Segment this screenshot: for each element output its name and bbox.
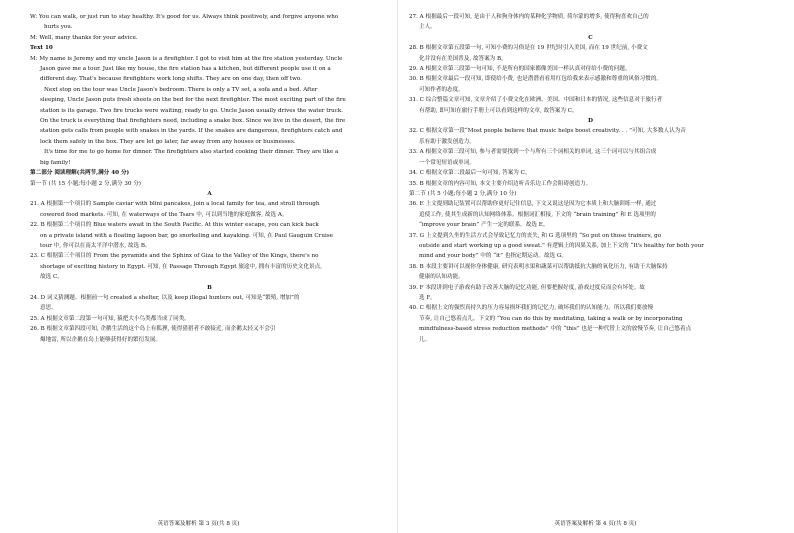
text-line: station is its garage. Two fire trucks were waiting, ready to go. Uncle Jason usually drives the water truck.	[40, 107, 344, 114]
text-line: Next stop on the tour was Uncle Jason's bedroom. There is only a TV set, a sofa and a bed. After	[44, 86, 318, 93]
text-line: 38. B 本段主要讲可以视你身体健康, 研究表明水果和蔬菜可以帮助抵抗大脑的氧化压力, 有助于大脑保持	[409, 263, 668, 270]
text-line: hurts you.	[44, 24, 73, 31]
text-line: 第二节 (共 5 小题;每小题 2 分,满分 10 分)	[409, 190, 517, 197]
text-line: 儿。	[419, 336, 431, 343]
text-line: 21. A 根据第一个项目的 Sample caviar with blini pancakes, join a local family for tea, and stroll through	[30, 201, 320, 208]
text-line: 34. C 根据文章第二段最后一句可知, 答案为 C。	[409, 170, 531, 177]
text-line: lock them safely in the box. They are let go later, far away from any houses or businesses.	[40, 138, 296, 145]
right-page-footer: 英语答案及解析 第 4 页(共 8 页)	[554, 521, 637, 527]
text-line: Text 10	[30, 45, 53, 52]
text-line: 33. A 根据文章第三段可知, 参与者需要找到一个与所有三个词相关的单词, 这三个词可以与其组合成	[409, 149, 657, 156]
text-line: D	[588, 118, 593, 125]
text-line: 29. A 根据文章第三段第一句可知, 不是所有的国家都像美国一样认真对待给小费的问题。	[409, 66, 631, 73]
text-line: 31. C 综合整篇文章可知, 文章介绍了小费文化在欧洲、美国、中国和日本的情况, 这些信息对于旅行者	[409, 97, 663, 104]
text-line: On the truck is everything that firefighters need, including a snake box. Since we live in the desert, the fire	[40, 118, 346, 125]
text-line: 追使工作, 使其生成新的认知网络体系。根据词汇相接, 下文的 “brain training” 和 E 选项里的	[419, 211, 656, 218]
text-line: 22. B 根据第二个项目的 Blue waters await in the South Pacific. At this winter escape, you can kick back	[30, 222, 319, 229]
text-line: station gets calls from people with snakes in the yards. If the snakes are dangerous, firefighters catch and	[40, 128, 343, 135]
text-line: 第一节 (共 15 小题;每小题 2 分,满分 30 分)	[30, 180, 141, 187]
text-line: mind and your body” 中的 “it” 也指定期运动。故选 G。	[419, 253, 567, 260]
text-line: 37. G 上文提到久坐的生活方式会导致记忆力的丧失, 和 G 选项里的 “So put on those trainers, go	[409, 232, 662, 239]
text-line: M: My name is Jeremy and my uncle Jason is a firefighter. I got to visit him at the fire station yesterday. Uncle	[30, 55, 343, 62]
text-line: 35. B 根据文章的内容可知, 本文主要介绍边听音乐边工作会阻碍创造力。	[409, 180, 592, 187]
text-line: mindfulness-based stress reduction methods” 中的 “this” 也是一种代替上文的放慢节奏, 让自己悠着点	[419, 326, 692, 333]
text-line: 乐有助于激发创造力。	[419, 138, 475, 145]
text-line: sleeping, Uncle Jason puts fresh sheets on the bed for the next firefighter. The most exciting part of the fire	[40, 97, 346, 104]
text-line: 健康的认知功能。	[419, 274, 464, 281]
text-line: outside and start working up a good sweat.” 有逻辑上的因果关系, 加上下文的 “It's healthy for both your	[419, 242, 704, 249]
text-line: M: Well, many thanks for your advice.	[30, 34, 138, 41]
text-line: 有帮助, 即可知在旅行手册上可以看到这样的文章, 故答案为 C。	[419, 107, 578, 114]
text-line: 一个常见短语或单词。	[419, 159, 475, 166]
text-line: shortage of exciting history in Egypt. 可知, 在 Passage Through Egypt 旅途中, 拥有丰富的历史文化景点,	[40, 263, 322, 270]
text-line: on a private island with a floating lagoon bar, go snorkeling and kayaking. 可知, 在 Paul Gauguin Cruise	[40, 232, 333, 239]
text-line: different day. That's because firefighters work long shifts. They are on one day, then off two.	[40, 76, 302, 83]
text-line: 36. E 上文提到助记装置可以帮助你更好记住信息, 下文又说这是因为它本质上和大脑训练一样, 通过	[409, 201, 657, 208]
text-line: Jason gave me a tour. Just like my house, the fire station has a kitchen, but different people use it on a	[40, 66, 331, 73]
text-line: 化并没有在美国普及, 故答案为 B。	[419, 55, 507, 62]
text-line: cowered food markets. 可知, 在 waterways of the Tsars 中, 可以到当地的家庭做客, 故选 A。	[40, 211, 288, 218]
text-line: 节奏, 让自己悠着点儿。下文的 “You can do this by meditating, taking a walk or by incorporating	[419, 315, 683, 322]
text-line: W: You can walk, or just run to stay healthy. It's good for us. Always think positively, and forgive anyone who	[30, 14, 339, 20]
text-line: 26. B 根据文章第四段可知, 企鹅生活的这个岛上有狐狸, 使得猎猎者不敢接近, 而企鹅太轻又不会引	[30, 326, 276, 333]
text-line: big family!	[40, 159, 71, 166]
text-line: A	[207, 190, 212, 197]
text-line: 32. C 根据文章第一段“Most people believe that music helps boost creativity. . . ”可知, 大多数人认为音	[409, 128, 686, 135]
text-line: 爆地雷, 所以企鹅在岛上能够获得好的繁衍发展。	[40, 336, 162, 343]
text-line: B	[207, 284, 212, 291]
text-line: 可知作者的态度。	[419, 86, 464, 93]
text-line: C	[588, 34, 593, 41]
left-page-footer: 英语答案及解析 第 3 页(共 8 页)	[157, 521, 240, 527]
text-line: 选 F。	[419, 294, 436, 301]
right-page-text	[409, 12, 772, 345]
text-line: 23. C 根据第三个项目的 From the pyramids and the Sphinx of Giza to the Valley of the Kings, there's no	[30, 253, 319, 260]
text-line: 24. D 词义猜测题。根据前一句 created a shelter, 以及 keep illegal hunters out, 可知是“繁殖, 增加”的	[30, 294, 300, 301]
right-page	[397, 0, 794, 533]
text-line: tour 中, 你可以在南太平洋中潜水, 故选 B。	[40, 242, 151, 249]
text-line: 27. A 根据最后一段可知, 是由于人和狗身体内的某种化学物质, 荷尔蒙的增多, 使得狗喜欢自己的	[409, 14, 649, 20]
text-line: 40. C 根据上文的强烈真持久的压力容易损坏我们的记忆力, 破坏我们的认知能力。所以我们要放慢	[409, 305, 654, 312]
left-page-text	[30, 12, 389, 345]
text-line: 30. B 根据文章最后一段可知, 即使给小费, 也是潜潜看看用红包给我来表示感激和尊重的风俗习惯的。	[409, 76, 663, 83]
text-line: 39. F 本段讲到电子游戏有助于改善大脑的记忆功能, 但要把握好度, 游戏过度反而会有坏处。故	[409, 284, 646, 291]
text-line: It's time for me to go home for dinner. The firefighters also started cooking their dinner. They are like a	[44, 149, 339, 156]
text-line: 意思。	[40, 305, 57, 312]
text-line: 28. B 根据文章第五段第一句, 可知小费的习俗是在 19 世纪时引入美国, 而在 19 世纪前, 小费文	[409, 45, 648, 52]
text-line: 25. A 根据文章第二段第一句可知, 猿把大小鸟类都当成了同类。	[30, 315, 190, 322]
text-line: 第二部分 阅读理解(共两节,满分 40 分)	[30, 170, 130, 177]
text-line: “improve your brain” 产生一定的联系。故选 E。	[419, 222, 549, 229]
text-line: 主人。	[419, 24, 436, 31]
text-line: 故选 C。	[40, 274, 63, 281]
